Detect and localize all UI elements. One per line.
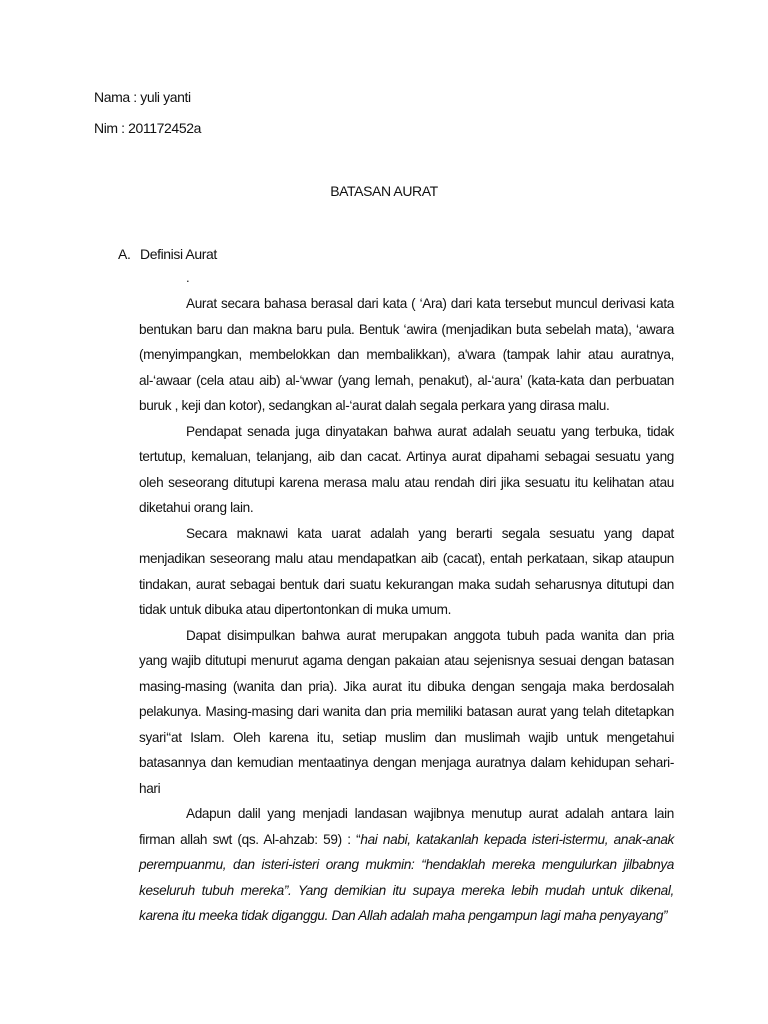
stray-dot: . <box>186 270 190 285</box>
paragraph-5 <box>139 801 674 929</box>
document-body <box>139 291 674 929</box>
section-marker: A. <box>118 246 131 262</box>
paragraph-2: Pendapat senada juga dinyatakan bahwa aurat adalah seuatu yang terbuka, tidak tertutup, kemaluan, telanjang, aib dan cacat. Artinya aurat dipahami sebagai sesuatu yang oleh seseorang ditutupi karena merasa malu atau rendah diri jika sesuatu itu kelihatan atau diketahui orang lain. <box>139 423 674 515</box>
section-heading <box>118 246 217 262</box>
quran-quote: hai nabi, katakanlah kepada isteri-istermu, anak-anak perempuanmu, dan isteri-isteri orang mukmin: “hendaklah mereka mengulurkan jilbabnya keseluruh tubuh mereka”. Yang demikian itu supaya mereka lebih mudah untuk dikenal, karena itu meeka tidak diganggu. Dan Allah adalah maha pengampun lagi maha penyayang” <box>139 831 674 923</box>
student-nim: Nim : 201172452a <box>94 120 201 136</box>
paragraph-1: Aurat secara bahasa berasal dari kata ( ‘Ara) dari kata tersebut muncul derivasi kata bentukan baru dan makna baru pula. Bentuk ‘awira (menjadikan buta sebelah mata), ‘awara (menyimpangkan, membelokkan dan membalikkan), a'wara (tampak lahir atau auratnya, al-‘awaar (cela atau aib) al-‘wwar (yang lemah, penakut), al-‘aura’ (kata-kata dan perbuatan buruk , keji dan kotor), sedangkan al-‘aurat dalah segala perkara yang dirasa malu. <box>139 296 674 413</box>
paragraph-5-text: Adapun dalil yang menjadi landasan wajibnya menutup aurat adalah antara lain firman allah swt (qs. Al-ahzab: 59) : “ <box>139 806 674 847</box>
section-heading-text: Definisi Aurat <box>140 246 217 262</box>
paragraph-4: Dapat disimpulkan bahwa aurat merupakan anggota tubuh pada wanita dan pria yang wajib ditutupi menurut agama dengan pakaian atau sejenisnya sesuai dengan batasan masing-masing (wanita dan pria). Jika aurat itu dibuka dengan sengaja maka berdosalah pelakunya. Masing-masing dari wanita dan pria memiliki batasan aurat yang telah ditetapkan syari‘‘at Islam. Oleh karena itu, setiap muslim dan muslimah wajib untuk mengetahui batasannya dan kemudian mentaatinya dengan menjaga auratnya dalam kehidupan sehari-hari <box>139 627 674 796</box>
paragraph-3: Secara maknawi kata uarat adalah yang berarti segala sesuatu yang dapat menjadikan seseorang malu atau mendapatkan aib (cacat), entah perkataan, sikap ataupun tindakan, aurat sebagai bentuk dari suatu kekurangan maka sudah seharusnya ditutupi dan tidak untuk dibuka atau dipertontonkan di muka umum. <box>139 525 674 617</box>
document-title: BATASAN AURAT <box>330 183 438 199</box>
student-name: Nama : yuli yanti <box>94 89 191 105</box>
